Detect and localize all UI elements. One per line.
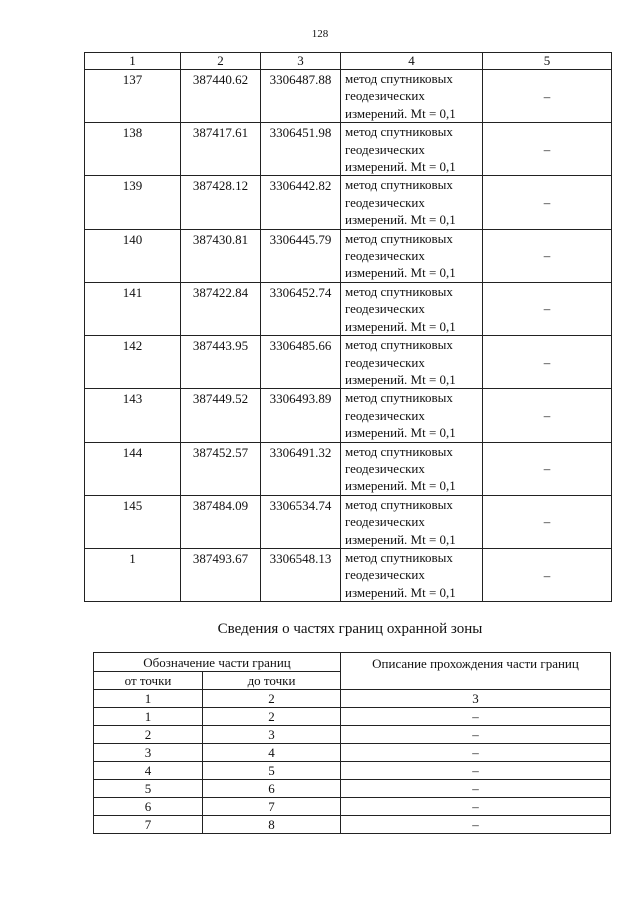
point-number: 1 — [85, 548, 181, 601]
to-point: 4 — [203, 744, 341, 762]
method-line: метод спутниковых — [345, 443, 453, 459]
method-line: геодезических — [345, 194, 425, 210]
method-line: измерений. Mt = 0,1 — [345, 425, 456, 441]
coordinate-y: 3306487.88 — [261, 70, 341, 123]
coordinate-x: 387449.52 — [181, 389, 261, 442]
point-number: 141 — [85, 282, 181, 335]
coordinate-x: 387493.67 — [181, 548, 261, 601]
coordinates-table — [84, 52, 612, 602]
to-point: 7 — [203, 798, 341, 816]
parts-group-header-row — [94, 653, 611, 672]
method-line: измерений. Mt = 0,1 — [345, 265, 456, 281]
coordinate-y: 3306452.74 — [261, 282, 341, 335]
method-line: геодезических — [345, 141, 425, 157]
method-line: измерений. Mt = 0,1 — [345, 318, 456, 334]
description-dash: – — [483, 123, 612, 176]
point-number: 138 — [85, 123, 181, 176]
description-dash: – — [483, 176, 612, 229]
method-line: измерений. Mt = 0,1 — [345, 212, 456, 228]
coordinate-x: 387452.57 — [181, 442, 261, 495]
method-line: метод спутниковых — [345, 177, 453, 193]
from-point: 4 — [94, 762, 203, 780]
coordinate-x: 387440.62 — [181, 70, 261, 123]
method-line: геодезических — [345, 354, 425, 370]
table-row — [94, 708, 611, 726]
coordinate-y: 3306493.89 — [261, 389, 341, 442]
point-number: 144 — [85, 442, 181, 495]
from-point: 5 — [94, 780, 203, 798]
column-header-2: 2 — [181, 53, 261, 70]
table-row — [85, 123, 612, 176]
point-number: 143 — [85, 389, 181, 442]
method-line: измерений. Mt = 0,1 — [345, 531, 456, 547]
coordinate-x: 387417.61 — [181, 123, 261, 176]
coordinate-y: 3306445.79 — [261, 229, 341, 282]
method-line: метод спутниковых — [345, 549, 453, 565]
column-header-1: 1 — [85, 53, 181, 70]
table-row — [85, 70, 612, 123]
coordinates-header-row — [85, 53, 612, 70]
coordinate-x: 387422.84 — [181, 282, 261, 335]
description-dash: – — [483, 336, 612, 389]
method-line: геодезических — [345, 248, 425, 264]
parts-column-number-1: 1 — [94, 690, 203, 708]
description-dash: – — [483, 442, 612, 495]
method-line: измерений. Mt = 0,1 — [345, 371, 456, 387]
method-line: геодезических — [345, 460, 425, 476]
method-line: измерений. Mt = 0,1 — [345, 105, 456, 121]
coordinate-x: 387443.95 — [181, 336, 261, 389]
table-row — [85, 336, 612, 389]
table-row — [94, 726, 611, 744]
table-row — [85, 548, 612, 601]
table-row — [85, 442, 612, 495]
to-point: 5 — [203, 762, 341, 780]
determination-method — [341, 442, 483, 495]
to-point: 6 — [203, 780, 341, 798]
method-line: геодезических — [345, 88, 425, 104]
point-number: 145 — [85, 495, 181, 548]
determination-method — [341, 123, 483, 176]
part-description: – — [341, 762, 611, 780]
description-dash: – — [483, 70, 612, 123]
determination-method — [341, 389, 483, 442]
description-dash: – — [483, 389, 612, 442]
column-header-5: 5 — [483, 53, 612, 70]
coordinate-y: 3306451.98 — [261, 123, 341, 176]
table-row — [85, 176, 612, 229]
from-point: 7 — [94, 816, 203, 834]
column-header-4: 4 — [341, 53, 483, 70]
method-line: метод спутниковых — [345, 337, 453, 353]
parts-column-number-3: 3 — [341, 690, 611, 708]
method-line: геодезических — [345, 567, 425, 583]
method-line: измерений. Mt = 0,1 — [345, 478, 456, 494]
column-header-3: 3 — [261, 53, 341, 70]
coordinate-y: 3306442.82 — [261, 176, 341, 229]
boundary-parts-table — [93, 652, 611, 834]
coordinate-y: 3306485.66 — [261, 336, 341, 389]
page-number: 128 — [311, 28, 329, 40]
method-line: метод спутниковых — [345, 124, 453, 140]
part-description: – — [341, 726, 611, 744]
determination-method — [341, 495, 483, 548]
parts-numbering-row — [94, 690, 611, 708]
method-line: метод спутниковых — [345, 283, 453, 299]
boundary-designation-header: Обозначение части границ — [94, 653, 341, 672]
coordinate-y: 3306548.13 — [261, 548, 341, 601]
part-description: – — [341, 780, 611, 798]
coordinate-x: 387428.12 — [181, 176, 261, 229]
method-line: геодезических — [345, 407, 425, 423]
table-row — [85, 495, 612, 548]
method-line: метод спутниковых — [345, 230, 453, 246]
coordinate-x: 387430.81 — [181, 229, 261, 282]
point-number: 139 — [85, 176, 181, 229]
determination-method — [341, 282, 483, 335]
from-point: 3 — [94, 744, 203, 762]
part-description: – — [341, 708, 611, 726]
description-header: Описание прохождения части границ — [341, 653, 611, 690]
section-heading: Сведения о частях границ охранной зоны — [217, 621, 483, 637]
point-number: 142 — [85, 336, 181, 389]
from-point-header: от точки — [94, 672, 203, 690]
method-line: метод спутниковых — [345, 71, 453, 86]
table-row — [94, 780, 611, 798]
determination-method — [341, 70, 483, 123]
from-point: 6 — [94, 798, 203, 816]
to-point: 3 — [203, 726, 341, 744]
method-line: метод спутниковых — [345, 496, 453, 512]
coordinate-x: 387484.09 — [181, 495, 261, 548]
table-row — [85, 229, 612, 282]
determination-method — [341, 229, 483, 282]
method-line: геодезических — [345, 514, 425, 530]
to-point: 8 — [203, 816, 341, 834]
from-point: 2 — [94, 726, 203, 744]
table-row — [94, 744, 611, 762]
description-dash: – — [483, 548, 612, 601]
method-line: метод спутниковых — [345, 390, 453, 406]
part-description: – — [341, 816, 611, 834]
determination-method — [341, 548, 483, 601]
to-point: 2 — [203, 708, 341, 726]
table-row — [94, 762, 611, 780]
table-row — [85, 282, 612, 335]
description-dash: – — [483, 282, 612, 335]
table-row — [94, 798, 611, 816]
point-number: 137 — [85, 70, 181, 123]
determination-method — [341, 336, 483, 389]
table-row — [94, 816, 611, 834]
parts-column-number-2: 2 — [203, 690, 341, 708]
description-dash: – — [483, 229, 612, 282]
to-point-header: до точки — [203, 672, 341, 690]
method-line: геодезических — [345, 301, 425, 317]
description-dash: – — [483, 495, 612, 548]
coordinate-y: 3306534.74 — [261, 495, 341, 548]
from-point: 1 — [94, 708, 203, 726]
point-number: 140 — [85, 229, 181, 282]
coordinate-y: 3306491.32 — [261, 442, 341, 495]
part-description: – — [341, 744, 611, 762]
part-description: – — [341, 798, 611, 816]
method-line: измерений. Mt = 0,1 — [345, 159, 456, 175]
method-line: измерений. Mt = 0,1 — [345, 584, 456, 600]
table-row — [85, 389, 612, 442]
determination-method — [341, 176, 483, 229]
